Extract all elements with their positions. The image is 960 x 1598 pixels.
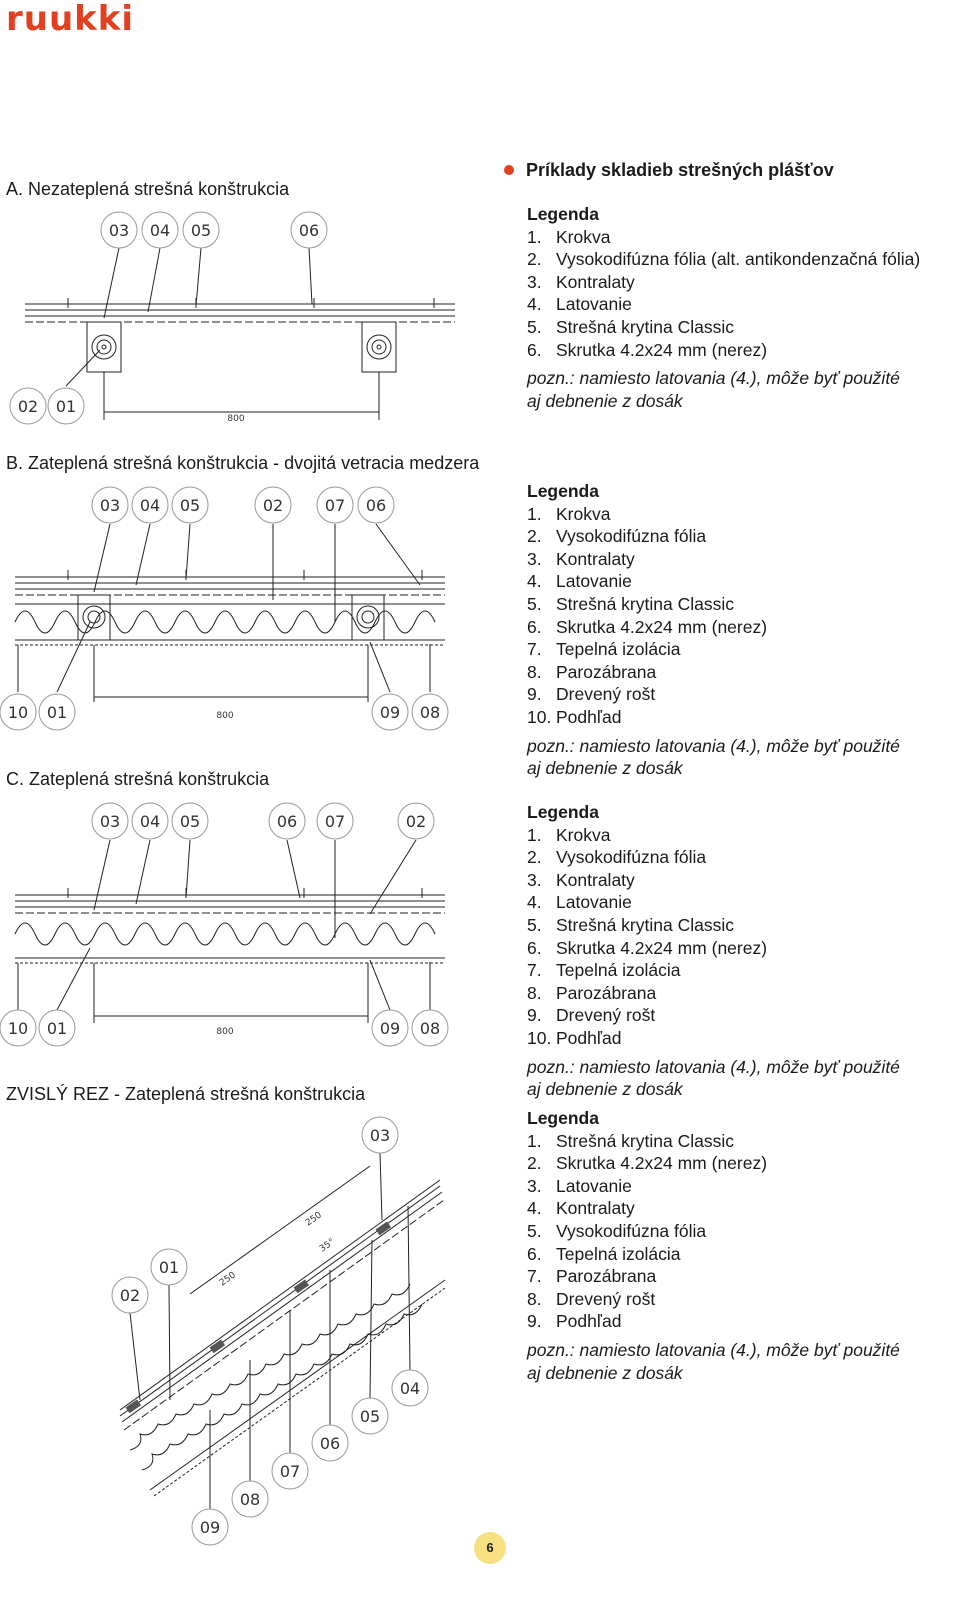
legend-note-line: aj debnenie z dosák [527, 1079, 683, 1100]
legend-item [527, 1175, 957, 1198]
legend-c [527, 801, 957, 1101]
label-b-03: 03 [99, 496, 121, 515]
label-d-02: 02 [119, 1286, 141, 1305]
dimension-d-angle: 35° [317, 1237, 337, 1255]
label-c-03: 03 [99, 812, 121, 831]
label-a-03: 03 [108, 221, 130, 240]
legend-item-number: 4. [527, 571, 542, 592]
label-b-07: 07 [324, 496, 346, 515]
legend-item [527, 683, 957, 706]
label-a-05: 05 [190, 221, 212, 240]
legend-item [527, 293, 957, 316]
legend-item [527, 1265, 957, 1288]
dimension-d-top: 250 [303, 1210, 324, 1229]
legend-item-number: 10. [527, 1027, 552, 1048]
legend-item-number: 2. [527, 1153, 542, 1174]
label-c-01: 01 [46, 1019, 68, 1038]
label-a-02: 02 [17, 397, 39, 416]
legend-item-text: Kontralaty [556, 1198, 635, 1219]
legend-item-number: 4. [527, 892, 542, 913]
diagram-b [0, 482, 470, 742]
legend-item-text: Vysokodifúzna fólia (alt. antikondenzačná fólia) [556, 249, 921, 270]
legend-item [527, 891, 957, 914]
legend-item [527, 339, 957, 362]
legend-item-number: 9. [527, 1311, 542, 1332]
label-c-07: 07 [324, 812, 346, 831]
label-b-09: 09 [379, 703, 401, 722]
legend-item-number: 3. [527, 1175, 542, 1196]
legend-note-line: aj debnenie z dosák [527, 390, 683, 411]
legend-item-text: Strešná krytina Classic [556, 914, 734, 935]
legend-item-text: Podhľad [556, 1311, 622, 1332]
legend-item-number: 6. [527, 1243, 542, 1264]
legend-item-text: Tepelná izolácia [556, 960, 681, 981]
page-number: 6 [474, 1532, 506, 1564]
legend-d [527, 1107, 957, 1384]
legend-item-text: Vysokodifúzna fólia [556, 847, 707, 868]
legend-item [527, 503, 957, 526]
legend-item-text: Strešná krytina Classic [556, 316, 734, 337]
main-title: Príklady skladieb strešných plášťov [526, 160, 834, 180]
legend-item-text: Tepelná izolácia [556, 639, 681, 660]
legend-item-number: 1. [527, 503, 542, 524]
legend-item [527, 570, 957, 593]
legend-heading: Legenda [527, 481, 599, 501]
legend-item [527, 525, 957, 548]
dimension-d-left: 250 [217, 1270, 238, 1289]
legend-item-text: Podhľad [556, 1027, 622, 1048]
legend-item-number: 6. [527, 616, 542, 637]
legend-item-text: Latovanie [556, 1175, 632, 1196]
label-b-05: 05 [179, 496, 201, 515]
legend-item-text: Krokva [556, 503, 611, 524]
legend-item-text: Skrutka 4.2x24 mm (nerez) [556, 339, 768, 360]
legend-item-text: Podhľad [556, 706, 622, 727]
label-b-10: 10 [7, 703, 29, 722]
label-d-09: 09 [199, 1518, 221, 1537]
legend-item-number: 3. [527, 548, 542, 569]
label-c-06: 06 [276, 812, 298, 831]
legend-item [527, 316, 957, 339]
legend-item [527, 248, 957, 271]
label-b-01: 01 [46, 703, 68, 722]
legend-note-line: aj debnenie z dosák [527, 1362, 683, 1383]
legend-item-number: 7. [527, 639, 542, 660]
legend-item-number: 7. [527, 960, 542, 981]
legend-item-text: Parozábrana [556, 982, 657, 1003]
legend-item-number: 6. [527, 339, 542, 360]
legend-item-number: 3. [527, 271, 542, 292]
legend-item-text: Tepelná izolácia [556, 1243, 681, 1264]
legend-item-number: 9. [527, 684, 542, 705]
label-d-06: 06 [319, 1434, 341, 1453]
legend-heading: Legenda [527, 204, 599, 224]
legend-note-line: pozn.: namiesto latovania (4.), môže byť použité [527, 1339, 900, 1360]
label-c-09: 09 [379, 1019, 401, 1038]
diagram-a [0, 200, 470, 435]
legend-item-number: 8. [527, 982, 542, 1003]
legend-item-text: Drevený rošt [556, 1005, 656, 1026]
legend-item [527, 1004, 957, 1027]
legend-note [527, 1056, 957, 1101]
legend-item-text: Parozábrana [556, 661, 657, 682]
legend-item [527, 1152, 957, 1175]
legend-item-text: Krokva [556, 824, 611, 845]
legend-note-line: pozn.: namiesto latovania (4.), môže byť použité [527, 368, 900, 389]
legend-item-text: Kontralaty [556, 869, 635, 890]
label-d-05: 05 [359, 1407, 381, 1426]
legend-item [527, 982, 957, 1005]
legend-item [527, 959, 957, 982]
legend-note-line: pozn.: namiesto latovania (4.), môže byť použité [527, 1056, 900, 1077]
legend-item-text: Strešná krytina Classic [556, 593, 734, 614]
legend-item [527, 661, 957, 684]
legend-item-number: 4. [527, 294, 542, 315]
legend-item [527, 271, 957, 294]
legend-item-text: Krokva [556, 226, 611, 247]
section-d-title: ZVISLÝ REZ - Zateplená strešná konštrukcia [6, 1084, 366, 1104]
legend-item-text: Drevený rošt [556, 684, 656, 705]
legend-item-number: 1. [527, 1130, 542, 1151]
legend-heading: Legenda [527, 1108, 599, 1128]
label-b-08: 08 [419, 703, 441, 722]
legend-item-number: 1. [527, 824, 542, 845]
bullet-icon [504, 165, 514, 175]
legend-item-number: 7. [527, 1266, 542, 1287]
legend-item-text: Drevený rošt [556, 1288, 656, 1309]
legend-item [527, 638, 957, 661]
label-c-10: 10 [7, 1019, 29, 1038]
label-c-04: 04 [139, 812, 161, 831]
label-d-08: 08 [239, 1490, 261, 1509]
legend-item-text: Kontralaty [556, 271, 635, 292]
legend-item-text: Latovanie [556, 892, 632, 913]
legend-item [527, 1130, 957, 1153]
legend-item-text: Kontralaty [556, 548, 635, 569]
dimension-a: 800 [227, 414, 245, 424]
legend-item-number: 2. [527, 526, 542, 547]
label-c-02: 02 [405, 812, 427, 831]
legend-item-text: Strešná krytina Classic [556, 1130, 734, 1151]
legend-item [527, 593, 957, 616]
legend-item [527, 937, 957, 960]
legend-item [527, 548, 957, 571]
ruukki-logo: ruukki [6, 0, 135, 39]
label-d-04: 04 [399, 1379, 421, 1398]
legend-item [527, 824, 957, 847]
legend-item-number: 4. [527, 1198, 542, 1219]
legend-heading: Legenda [527, 802, 599, 822]
legend-item-text: Parozábrana [556, 1266, 657, 1287]
legend-item [527, 1310, 957, 1333]
legend-item [527, 846, 957, 869]
legend-item [527, 869, 957, 892]
legend-item-text: Skrutka 4.2x24 mm (nerez) [556, 1153, 768, 1174]
legend-item [527, 706, 957, 729]
legend-item [527, 914, 957, 937]
legend-item-text: Skrutka 4.2x24 mm (nerez) [556, 616, 768, 637]
section-a-title: A. Nezateplená strešná konštrukcia [6, 179, 290, 199]
legend-item-number: 9. [527, 1005, 542, 1026]
legend-item-text: Skrutka 4.2x24 mm (nerez) [556, 937, 768, 958]
legend-item [527, 1243, 957, 1266]
legend-item-text: Vysokodifúzna fólia [556, 1220, 707, 1241]
label-a-01: 01 [55, 397, 77, 416]
legend-item [527, 616, 957, 639]
legend-note [527, 735, 957, 780]
label-b-04: 04 [139, 496, 161, 515]
label-d-07: 07 [279, 1462, 301, 1481]
legend-b [527, 480, 957, 780]
legend-item [527, 1027, 957, 1050]
legend-a [527, 203, 957, 412]
legend-item-number: 5. [527, 1220, 542, 1241]
label-c-08: 08 [419, 1019, 441, 1038]
legend-item-number: 5. [527, 914, 542, 935]
label-a-04: 04 [149, 221, 171, 240]
label-d-03: 03 [369, 1126, 391, 1145]
legend-note-line: pozn.: namiesto latovania (4.), môže byť použité [527, 735, 900, 756]
legend-item-number: 2. [527, 847, 542, 868]
legend-item-number: 2. [527, 249, 542, 270]
dimension-b: 800 [216, 711, 234, 721]
label-b-06: 06 [365, 496, 387, 515]
legend-item-text: Latovanie [556, 294, 632, 315]
label-d-01: 01 [158, 1258, 180, 1277]
diagram-d [90, 1110, 460, 1550]
dimension-c: 800 [216, 1027, 234, 1037]
legend-note-line: aj debnenie z dosák [527, 758, 683, 779]
legend-item-number: 5. [527, 316, 542, 337]
legend-item [527, 1220, 957, 1243]
legend-item-number: 5. [527, 593, 542, 614]
label-c-05: 05 [179, 812, 201, 831]
legend-note [527, 1339, 957, 1384]
legend-item-number: 1. [527, 226, 542, 247]
legend-item [527, 226, 957, 249]
legend-item-text: Vysokodifúzna fólia [556, 526, 707, 547]
legend-item [527, 1288, 957, 1311]
legend-item [527, 1197, 957, 1220]
label-a-06: 06 [298, 221, 320, 240]
legend-item-number: 3. [527, 869, 542, 890]
legend-item-number: 10. [527, 706, 552, 727]
legend-item-number: 8. [527, 661, 542, 682]
section-b-title: B. Zateplená strešná konštrukcia - dvojitá vetracia medzera [6, 453, 480, 473]
legend-item-number: 8. [527, 1288, 542, 1309]
legend-note [527, 367, 957, 412]
legend-item-number: 6. [527, 937, 542, 958]
label-b-02: 02 [262, 496, 284, 515]
diagram-c [0, 798, 470, 1058]
legend-item-text: Latovanie [556, 571, 632, 592]
section-c-title: C. Zateplená strešná konštrukcia [6, 769, 270, 789]
